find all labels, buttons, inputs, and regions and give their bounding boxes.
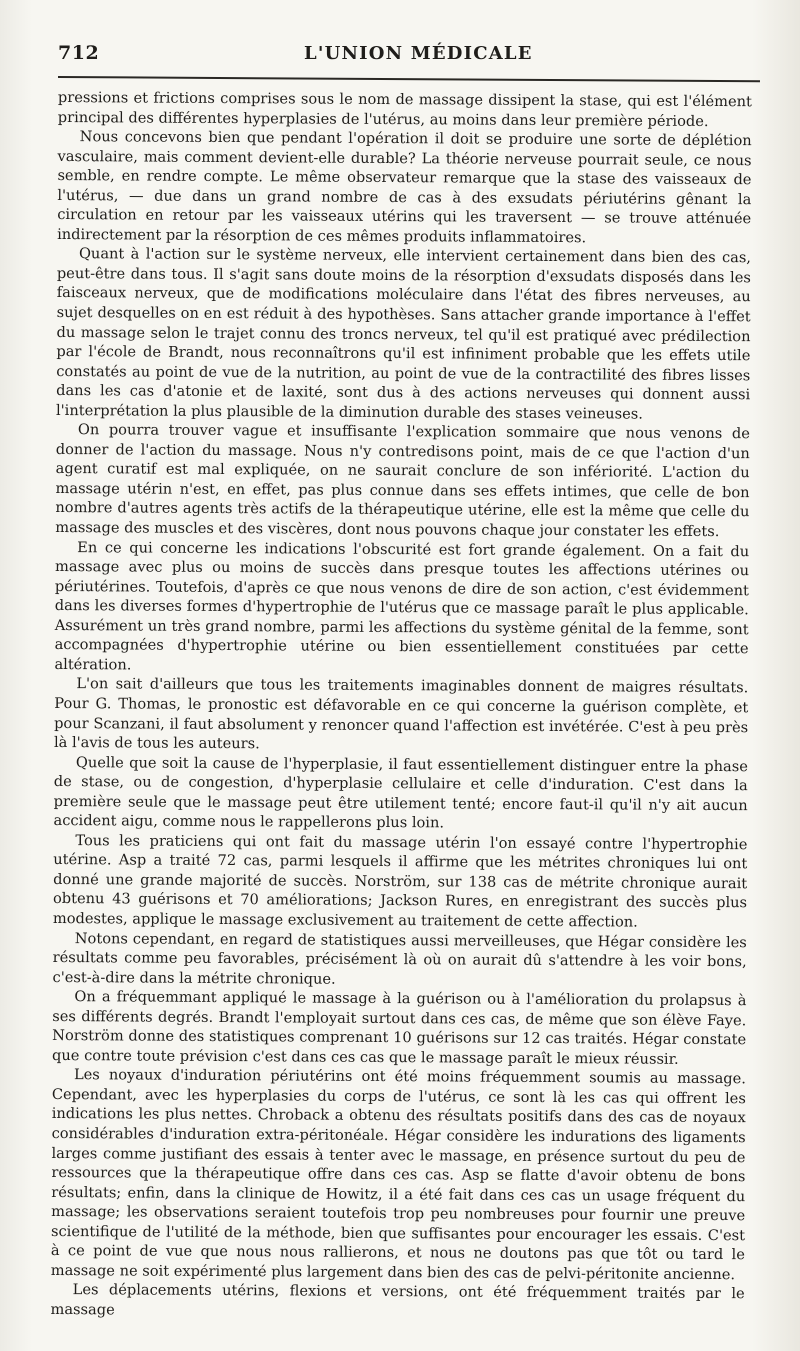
paragraph: Les noyaux d'induration périutérins ont été moins fréquemment soumis au massage. Cependant, avec les hyperplasies du corps de l'utérus, ce sont là les cas qui offrent les indications les plus nettes. Chroback a obtenu des résultats positifs dans des cas de noyaux considérables d'induration extra-péritonéale. Hégar considère les indurations des ligaments larges comme justifiant des essais à tenter avec le massage, en présence surtout du peu de ressources que la thérapeutique offre dans ces cas. Asp se flatte d'avoir obtenu de bons résultats; enfin, dans la clinique de Howitz, il a été fait dans ces cas un usage fréquent du massage; les observations seraient toutefois trop peu nombreuses pour fournir une preuve scientifique de l'utilité de la méthode, bien que suffisantes pour encourager les essais. C'est à ce point de vue que nous nous rallierons, et nous ne doutons pas que tôt ou tard le massage ne soit expérimenté plus largement dans bien des cas de pelvi-péritonite ancienne. [50,1066,747,1283]
paragraph: pressions et frictions comprises sous le nom de massage dissipent la stase, qui est l'élément principal des différentes hyperplasies de l'utérus, au moins dans leur première période. [57,88,752,130]
header-rule [58,76,760,82]
paragraph: Quelle que soit la cause de l'hyperplasie, il faut essentiellement distinguer entre la phase de stase, ou de congestion, d'hyperplasie cellulaire et celle d'induration. C'est dans la première seule que le massage peut être utilement tenté; encore faut-il qu'il n'y ait aucun accident aigu, comme nous le rappellerons plus loin. [53,753,748,832]
paragraph: Les déplacements utérins, flexions et versions, ont été fréquemment traités par le massage [50,1281,745,1319]
paragraph: Notons cependant, en regard de statistiques aussi merveilleuses, que Hégar considère les résultats comme peu favorables, précisément là où on aurait dû s'attendre à les voir bons, c'est-à-dire dans la métrite chronique. [52,929,747,988]
paragraph: Tous les praticiens qui ont fait du massage utérin l'on essayé contre l'hypertrophie utérine. Asp a traité 72 cas, parmi lesquels il affirme que les métrites chroniques lui ont donné une grande majorité de succès. Norström, sur 138 cas de métrite chronique aurait obtenu 43 guérisons et 70 améliorations; Jackson Rures, en enregistrant des succès plus modestes, applique le massage exclusivement au traitement de cette affection. [52,831,748,931]
paragraph: On a fréquemmant appliqué le massage à la guérison ou à l'amélioration du prolapsus à ses différents degrés. Brandt l'employait surtout dans ces cas, de même que son élève Faye. Norström donne des statistiques comprenant 10 guérisons sur 12 cas traités. Hégar constate que contre toute prévision c'est dans ces cas que le massage paraît le mieux réussir. [52,988,747,1068]
page-header [58,42,752,72]
page-number: 712 [58,42,100,64]
paragraph: Quant à l'action sur le système nerveux, elle intervient certainement dans bien des cas, peut-être dans tous. Il s'agit sans doute moins de la résorption d'exsudats disposés dans les faisceaux nerveux, que de modifications moléculaire dans l'état des fibres nerveuses, au sujet desquelles on en est réduit à des hypothèses. Sans attacher grande importance à l'effet du massage selon le trajet connu des troncs nerveux, tel qu'il est pratiqué avec prédilection par l'école de Brandt, nous reconnaîtrons qu'il est infiniment probable que les effets utile constatés au point de vue de la nutrition, au point de vue de la contractilité des fibres lisses dans les cas d'atonie et de laxité, sont dus à des actions nerveuses qui donnent aussi l'interprétation la plus plausible de la diminution durable des stases veineuses. [55,245,752,423]
article-body [50,88,752,1324]
paragraph: Nous concevons bien que pendant l'opération il doit se produire une sorte de déplétion vasculaire, mais comment devient-elle durable? La théorie nerveuse pourrait seule, ce nous semble, en rendre compte. Le même observateur remarque que la stase des vaisseaux de l'utérus, — due dans un grand nombre de cas à des exsudats périutérins gênant la circulation en retour par les vaisseaux utérins qui les traversent — se trouve atténuée indirectement par la résorption de ces mêmes produits inflammatoires. [57,128,752,247]
running-title: L'UNION MÉDICALE [304,43,533,64]
paragraph: L'on sait d'ailleurs que tous les traitements imaginables donnent de maigres résultats. Pour G. Thomas, le pronostic est défavorable en ce qui concerne la guérison complète, et pour Scanzani, il faut absolument y renoncer quand l'affection est invétérée. C'est à peu près là l'avis de tous les auteurs. [53,675,749,753]
paragraph: On pourra trouver vague et insuffisante l'explication sommaire que nous venons de donner de l'action du massage. Nous n'y contredisons point, mais de ce que l'action d'un agent curatif est mal expliquée, on ne saurait conclure de son infériorité. L'action du massage utérin n'est, en effet, pas plus connue dans ses effets intimes, que celle de bon nombre d'autres agents très actifs de la thérapeutique utérine, elle est la même que celle du massage des muscles et des viscères, dont nous pouvons chaque jour constater les effets. [55,421,750,541]
paragraph: En ce qui concerne les indications l'obscurité est fort grande également. On a fait du massage avec plus ou moins de succès dans presque toutes les affections utérines ou périutérines. Toutefois, d'après ce que nous venons de dire de son action, c'est évidemment dans les diverses formes d'hypertrophie de l'utérus que ce massage paraît le plus applicable. Assurément un très grand nombre, parmi les affections du système génital de la femme, sont accompagnées d'hypertrophie utérine ou bien essentiellement constituées par cette altération. [54,538,750,674]
